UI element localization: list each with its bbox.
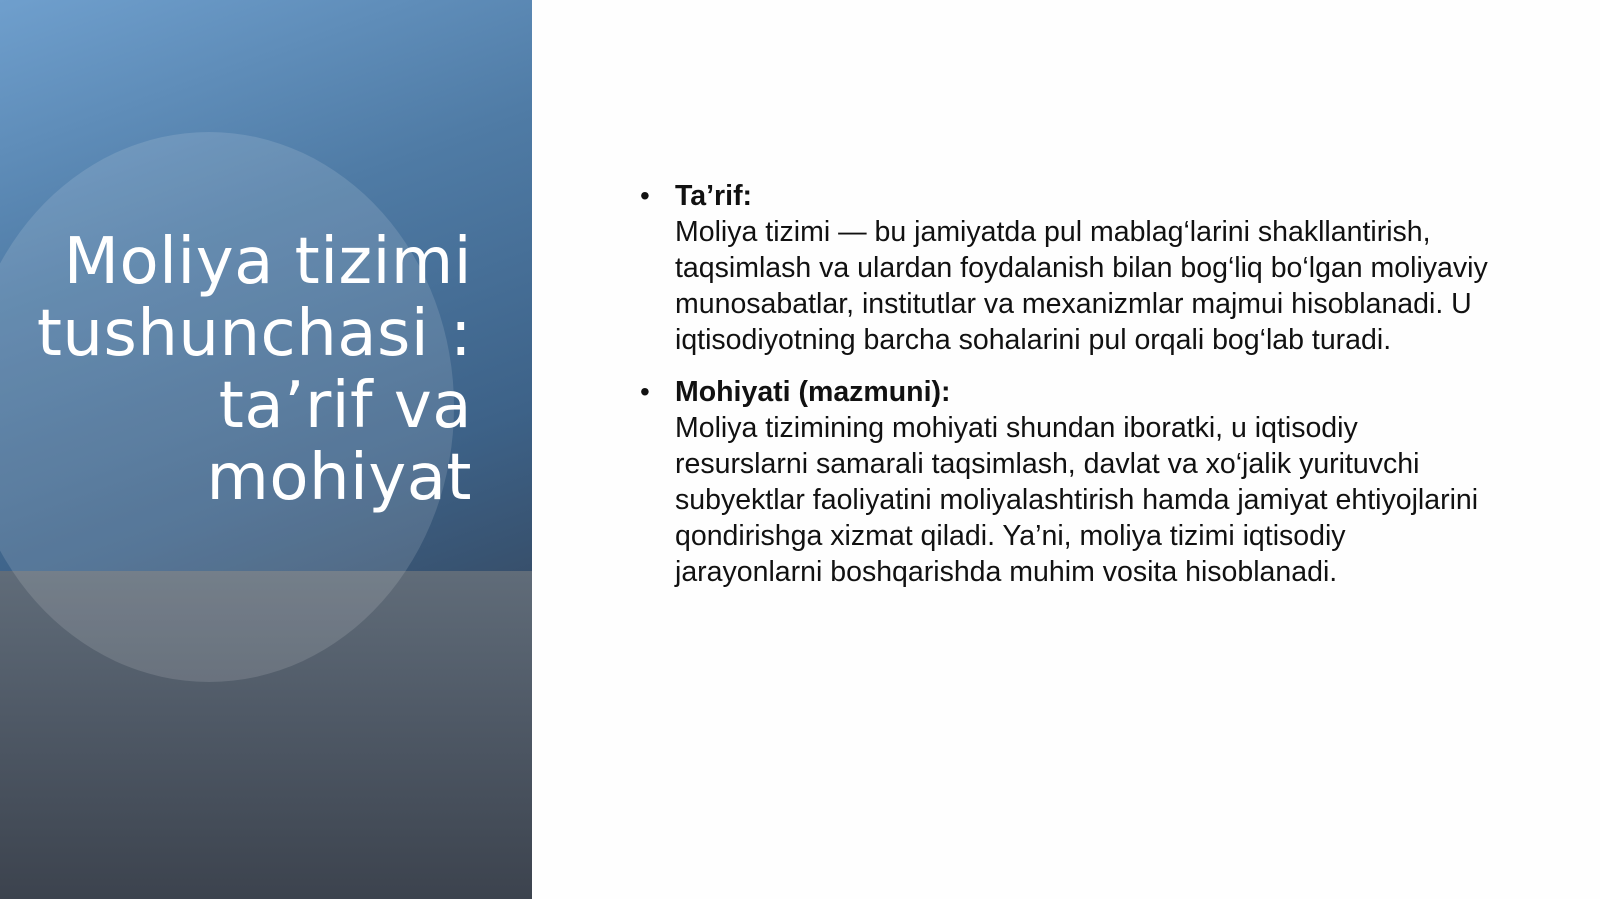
title-panel xyxy=(0,0,532,899)
bullet-item-essence xyxy=(640,374,1490,590)
slide-title: Moliya tizimi tushunchasi : ta’rif va mohiyat xyxy=(36,225,472,515)
bullet-heading: Ta’rif: xyxy=(675,180,753,212)
bullet-text: Moliya tizimi — bu jamiyatda pul mablag‘larini shakllantirish, taqsimlash va ulardan foydalanish bilan bog‘liq bo‘lgan moliyaviy munosabatlar, institutlar va mexanizmlar majmui hisoblanadi. U iqtisodiyotning barcha sohalarini pul orqali bog‘lab turadi. xyxy=(675,216,1488,356)
bullet-icon: • xyxy=(640,180,650,211)
bullet-heading: Mohiyati (mazmuni): xyxy=(675,376,951,408)
bullet-item-definition xyxy=(640,178,1490,358)
bullet-icon: • xyxy=(640,376,650,407)
content-area xyxy=(640,178,1490,606)
bullet-text: Moliya tizimining mohiyati shundan iboratki, u iqtisodiy resurslarni samarali taqsimlash, davlat va xo‘jalik yurituvchi subyektlar faoliyatini moliyalashtirish hamda jamiyat ehtiyojlarini qondirishga xizmat qiladi. Ya’ni, moliya tizimi iqtisodiy jarayonlarni boshqarishda muhim vosita hisoblanadi. xyxy=(675,412,1479,588)
